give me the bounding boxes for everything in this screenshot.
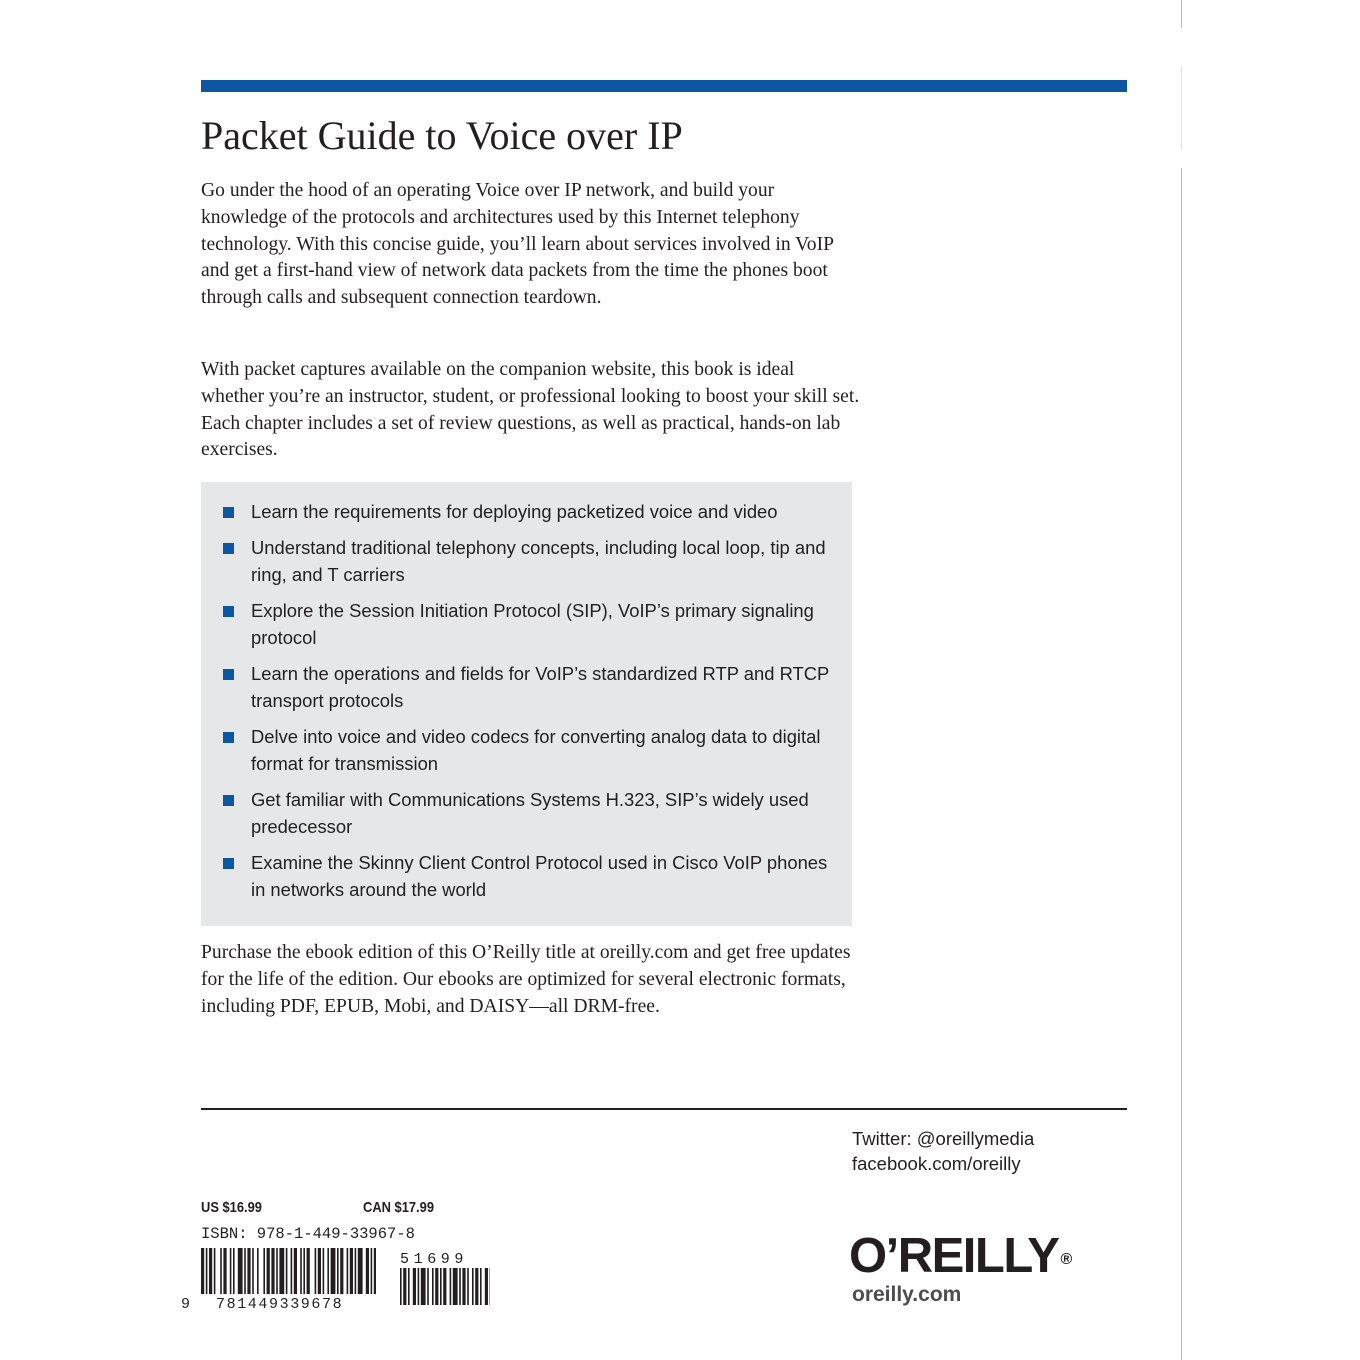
page-edge-line	[1181, 168, 1182, 1360]
divider-rule	[201, 1108, 1127, 1110]
book-title: Packet Guide to Voice over IP	[201, 113, 683, 158]
twitter-handle: Twitter: @oreillymedia	[852, 1128, 1035, 1149]
feature-item	[223, 535, 833, 589]
square-bullet-icon	[223, 507, 234, 518]
isbn: ISBN: 978-1-449-33967-8	[201, 1225, 415, 1243]
registered-mark: ®	[1060, 1251, 1071, 1268]
feature-text: Understand traditional telephony concepts, including local loop, tip and ring, and T carriers	[251, 537, 826, 585]
feature-item	[223, 661, 833, 715]
square-bullet-icon	[223, 543, 234, 554]
page-edge-line	[1181, 66, 1182, 150]
logo-text: O’REILLY	[849, 1229, 1059, 1283]
social-links	[852, 1126, 1034, 1176]
feature-item	[223, 724, 833, 778]
barcode-supplement: 51699	[400, 1251, 469, 1268]
publisher-url: oreilly.com	[852, 1283, 962, 1306]
feature-text: Explore the Session Initiation Protocol (SIP), VoIP’s primary signaling protocol	[251, 600, 814, 648]
can-price: CAN $17.99	[363, 1199, 434, 1216]
feature-text: Get familiar with Communications Systems H.323, SIP’s widely used predecessor	[251, 789, 809, 837]
ebook-note: Purchase the ebook edition of this O’Reilly title at oreilly.com and get free updates for the life of the edition. Our ebooks are optimized for several electronic formats, including PDF, EPUB, Mobi, and DAISY—all DRM-free.	[201, 942, 851, 1017]
square-bullet-icon	[223, 606, 234, 617]
square-bullet-icon	[223, 669, 234, 680]
barcode-digits: 781449339678	[216, 1296, 344, 1313]
feature-item	[223, 499, 833, 526]
page-edge-line	[1181, 0, 1182, 28]
top-accent-bar	[201, 80, 1127, 92]
feature-item	[223, 787, 833, 841]
feature-list	[223, 499, 833, 913]
square-bullet-icon	[223, 795, 234, 806]
square-bullet-icon	[223, 732, 234, 743]
oreilly-logo	[849, 1228, 1071, 1284]
feature-text: Examine the Skinny Client Control Protocol used in Cisco VoIP phones in networks around the world	[251, 852, 828, 900]
description-paragraph: Go under the hood of an operating Voice over IP network, and build your knowledge of the protocols and architectures used by this Internet telephony technology. With this concise guide, you’ll learn about services involved in VoIP and get a first-hand view of network data packets from the time the phones boot through calls and subsequent connection teardown.	[201, 180, 834, 309]
description-paragraph: With packet captures available on the companion website, this book is ideal whether you’re an instructor, student, or professional looking to boost your skill set. Each chapter includes a set of review questions, as well as practical, hands-on lab exercises.	[201, 359, 860, 461]
feature-text: Delve into voice and video codecs for converting analog data to digital format for transmission	[251, 726, 821, 774]
facebook-url: facebook.com/oreilly	[852, 1153, 1021, 1174]
us-price: US $16.99	[201, 1199, 262, 1216]
barcode-first-digit: 9	[181, 1296, 192, 1313]
square-bullet-icon	[223, 858, 234, 869]
feature-item	[223, 598, 833, 652]
feature-item	[223, 850, 833, 904]
feature-text: Learn the requirements for deploying packetized voice and video	[251, 501, 778, 522]
feature-text: Learn the operations and fields for VoIP’s standardized RTP and RTCP transport protocols	[251, 663, 829, 711]
feature-box	[201, 482, 852, 926]
